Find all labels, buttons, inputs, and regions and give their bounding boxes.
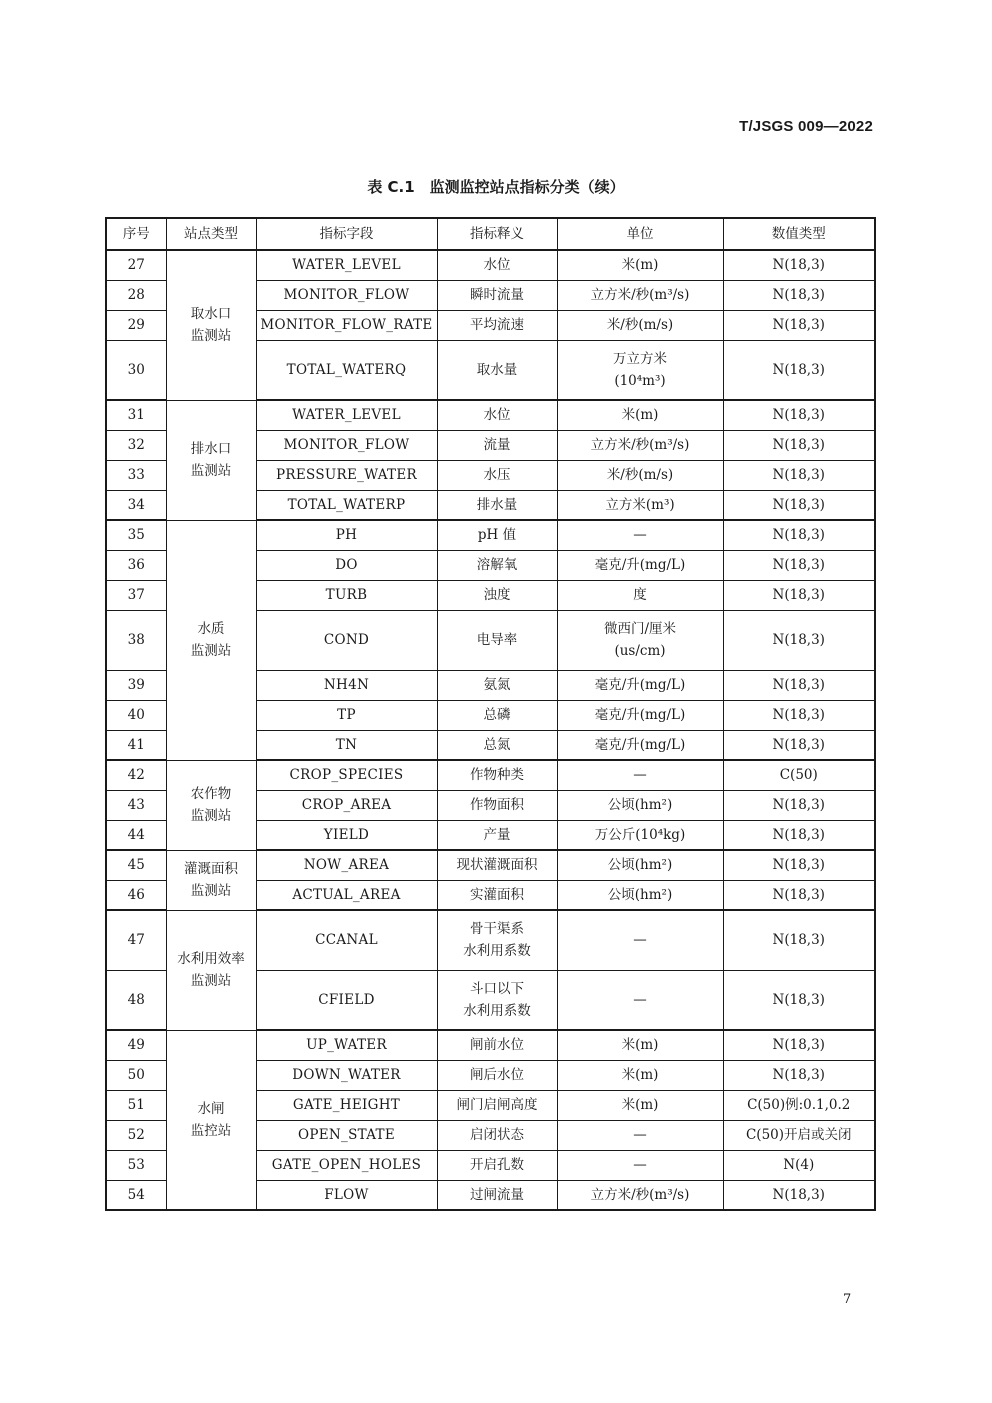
unit-cell: 米(m) [557, 1030, 723, 1060]
field-name-cell: TOTAL_WATERQ [256, 340, 437, 400]
value-type-cell: N(18,3) [723, 400, 875, 430]
unit-cell: 立方米/秒(m³/s) [557, 1180, 723, 1210]
value-type-cell: N(18,3) [723, 730, 875, 760]
value-type-cell: N(18,3) [723, 970, 875, 1030]
field-name-cell: PRESSURE_WATER [256, 460, 437, 490]
table-row [106, 520, 875, 550]
value-type-cell: N(18,3) [723, 1060, 875, 1090]
value-type-cell: N(18,3) [723, 880, 875, 910]
row-number-cell: 39 [106, 670, 166, 700]
field-name-cell: TOTAL_WATERP [256, 490, 437, 520]
value-type-cell: N(4) [723, 1150, 875, 1180]
field-name-cell: DOWN_WATER [256, 1060, 437, 1090]
row-number-cell: 33 [106, 460, 166, 490]
value-type-cell: N(18,3) [723, 1030, 875, 1060]
field-name-cell: DO [256, 550, 437, 580]
field-name-cell: CROP_SPECIES [256, 760, 437, 790]
value-type-cell: C(50)开启或关闭 [723, 1120, 875, 1150]
value-type-cell: N(18,3) [723, 430, 875, 460]
unit-cell: 米(m) [557, 1090, 723, 1120]
field-name-cell: OPEN_STATE [256, 1120, 437, 1150]
unit-cell: 微西门/厘米 (us/cm) [557, 610, 723, 670]
unit-cell: 公顷(hm²) [557, 850, 723, 880]
row-number-cell: 45 [106, 850, 166, 880]
station-type-cell: 排水口 监测站 [166, 400, 256, 520]
table-header-row [106, 218, 875, 250]
station-type-cell: 水质 监测站 [166, 520, 256, 760]
station-type-cell: 取水口 监测站 [166, 250, 256, 400]
row-number-cell: 29 [106, 310, 166, 340]
meaning-cell: 水位 [437, 250, 557, 280]
field-name-cell: WATER_LEVEL [256, 250, 437, 280]
column-header: 数值类型 [723, 218, 875, 250]
station-type-cell: 农作物 监测站 [166, 760, 256, 850]
field-name-cell: WATER_LEVEL [256, 400, 437, 430]
meaning-cell: 瞬时流量 [437, 280, 557, 310]
field-name-cell: FLOW [256, 1180, 437, 1210]
meaning-cell: 电导率 [437, 610, 557, 670]
meaning-cell: 斗口以下 水利用系数 [437, 970, 557, 1030]
unit-cell: 毫克/升(mg/L) [557, 670, 723, 700]
unit-cell: — [557, 910, 723, 970]
field-name-cell: MONITOR_FLOW [256, 430, 437, 460]
table-row [106, 910, 875, 970]
value-type-cell: N(18,3) [723, 280, 875, 310]
meaning-cell: 骨干渠系 水利用系数 [437, 910, 557, 970]
field-name-cell: TP [256, 700, 437, 730]
row-number-cell: 49 [106, 1030, 166, 1060]
meaning-cell: 作物面积 [437, 790, 557, 820]
row-number-cell: 52 [106, 1120, 166, 1150]
meaning-cell: 过闸流量 [437, 1180, 557, 1210]
row-number-cell: 42 [106, 760, 166, 790]
row-number-cell: 35 [106, 520, 166, 550]
field-name-cell: YIELD [256, 820, 437, 850]
unit-cell: 公顷(hm²) [557, 790, 723, 820]
table-body [106, 250, 875, 1210]
station-type-cell: 灌溉面积 监测站 [166, 850, 256, 910]
table-row [106, 850, 875, 880]
meaning-cell: 溶解氧 [437, 550, 557, 580]
field-name-cell: CCANAL [256, 910, 437, 970]
page-number: 7 [843, 1292, 852, 1307]
field-name-cell: NH4N [256, 670, 437, 700]
unit-cell: 度 [557, 580, 723, 610]
value-type-cell: N(18,3) [723, 550, 875, 580]
field-name-cell: PH [256, 520, 437, 550]
value-type-cell: N(18,3) [723, 610, 875, 670]
unit-cell: 万立方米 (10⁴m³) [557, 340, 723, 400]
unit-cell: 米/秒(m/s) [557, 460, 723, 490]
row-number-cell: 51 [106, 1090, 166, 1120]
field-name-cell: CROP_AREA [256, 790, 437, 820]
meaning-cell: 浊度 [437, 580, 557, 610]
table-title: 表 C.1 监测监控站点指标分类（续） [367, 178, 625, 196]
value-type-cell: N(18,3) [723, 460, 875, 490]
table-row [106, 400, 875, 430]
unit-cell: 立方米/秒(m³/s) [557, 430, 723, 460]
field-name-cell: GATE_HEIGHT [256, 1090, 437, 1120]
row-number-cell: 30 [106, 340, 166, 400]
value-type-cell: N(18,3) [723, 790, 875, 820]
field-name-cell: NOW_AREA [256, 850, 437, 880]
meaning-cell: 总氮 [437, 730, 557, 760]
value-type-cell: N(18,3) [723, 310, 875, 340]
station-type-cell: 水闸 监控站 [166, 1030, 256, 1210]
row-number-cell: 40 [106, 700, 166, 730]
meaning-cell: 实灌面积 [437, 880, 557, 910]
value-type-cell: N(18,3) [723, 250, 875, 280]
row-number-cell: 27 [106, 250, 166, 280]
indicator-table [105, 217, 876, 1211]
unit-cell: 公顷(hm²) [557, 880, 723, 910]
unit-cell: — [557, 1150, 723, 1180]
meaning-cell: 闸前水位 [437, 1030, 557, 1060]
field-name-cell: MONITOR_FLOW [256, 280, 437, 310]
unit-cell: 米(m) [557, 250, 723, 280]
row-number-cell: 38 [106, 610, 166, 670]
value-type-cell: N(18,3) [723, 700, 875, 730]
value-type-cell: C(50) [723, 760, 875, 790]
row-number-cell: 28 [106, 280, 166, 310]
row-number-cell: 31 [106, 400, 166, 430]
field-name-cell: MONITOR_FLOW_RATE [256, 310, 437, 340]
table-row [106, 250, 875, 280]
unit-cell: 米(m) [557, 1060, 723, 1090]
row-number-cell: 37 [106, 580, 166, 610]
column-header: 单位 [557, 218, 723, 250]
value-type-cell: N(18,3) [723, 520, 875, 550]
meaning-cell: 现状灌溉面积 [437, 850, 557, 880]
unit-cell: — [557, 760, 723, 790]
unit-cell: 毫克/升(mg/L) [557, 550, 723, 580]
column-header: 序号 [106, 218, 166, 250]
column-header: 站点类型 [166, 218, 256, 250]
row-number-cell: 43 [106, 790, 166, 820]
meaning-cell: 闸后水位 [437, 1060, 557, 1090]
table-row [106, 1030, 875, 1060]
row-number-cell: 34 [106, 490, 166, 520]
row-number-cell: 46 [106, 880, 166, 910]
row-number-cell: 53 [106, 1150, 166, 1180]
row-number-cell: 36 [106, 550, 166, 580]
unit-cell: 米(m) [557, 400, 723, 430]
value-type-cell: N(18,3) [723, 670, 875, 700]
unit-cell: — [557, 520, 723, 550]
meaning-cell: 排水量 [437, 490, 557, 520]
station-type-cell: 水利用效率 监测站 [166, 910, 256, 1030]
meaning-cell: pH 值 [437, 520, 557, 550]
value-type-cell: C(50)例:0.1,0.2 [723, 1090, 875, 1120]
field-name-cell: UP_WATER [256, 1030, 437, 1060]
unit-cell: 米/秒(m/s) [557, 310, 723, 340]
unit-cell: 毫克/升(mg/L) [557, 730, 723, 760]
unit-cell: 立方米(m³) [557, 490, 723, 520]
row-number-cell: 54 [106, 1180, 166, 1210]
value-type-cell: N(18,3) [723, 1180, 875, 1210]
field-name-cell: CFIELD [256, 970, 437, 1030]
field-name-cell: TURB [256, 580, 437, 610]
unit-cell: 立方米/秒(m³/s) [557, 280, 723, 310]
row-number-cell: 47 [106, 910, 166, 970]
meaning-cell: 闸门启闸高度 [437, 1090, 557, 1120]
row-number-cell: 44 [106, 820, 166, 850]
unit-cell: — [557, 970, 723, 1030]
unit-cell: 毫克/升(mg/L) [557, 700, 723, 730]
meaning-cell: 取水量 [437, 340, 557, 400]
value-type-cell: N(18,3) [723, 490, 875, 520]
unit-cell: 万公斤(10⁴kg) [557, 820, 723, 850]
meaning-cell: 启闭状态 [437, 1120, 557, 1150]
value-type-cell: N(18,3) [723, 820, 875, 850]
meaning-cell: 水位 [437, 400, 557, 430]
field-name-cell: TN [256, 730, 437, 760]
document-code: T/JSGS 009—2022 [739, 118, 873, 135]
row-number-cell: 50 [106, 1060, 166, 1090]
column-header: 指标字段 [256, 218, 437, 250]
meaning-cell: 作物种类 [437, 760, 557, 790]
table-row [106, 760, 875, 790]
meaning-cell: 总磷 [437, 700, 557, 730]
column-header: 指标释义 [437, 218, 557, 250]
field-name-cell: GATE_OPEN_HOLES [256, 1150, 437, 1180]
meaning-cell: 开启孔数 [437, 1150, 557, 1180]
row-number-cell: 32 [106, 430, 166, 460]
value-type-cell: N(18,3) [723, 580, 875, 610]
value-type-cell: N(18,3) [723, 340, 875, 400]
field-name-cell: COND [256, 610, 437, 670]
row-number-cell: 48 [106, 970, 166, 1030]
value-type-cell: N(18,3) [723, 850, 875, 880]
value-type-cell: N(18,3) [723, 910, 875, 970]
meaning-cell: 水压 [437, 460, 557, 490]
field-name-cell: ACTUAL_AREA [256, 880, 437, 910]
meaning-cell: 流量 [437, 430, 557, 460]
row-number-cell: 41 [106, 730, 166, 760]
unit-cell: — [557, 1120, 723, 1150]
meaning-cell: 产量 [437, 820, 557, 850]
meaning-cell: 平均流速 [437, 310, 557, 340]
meaning-cell: 氨氮 [437, 670, 557, 700]
